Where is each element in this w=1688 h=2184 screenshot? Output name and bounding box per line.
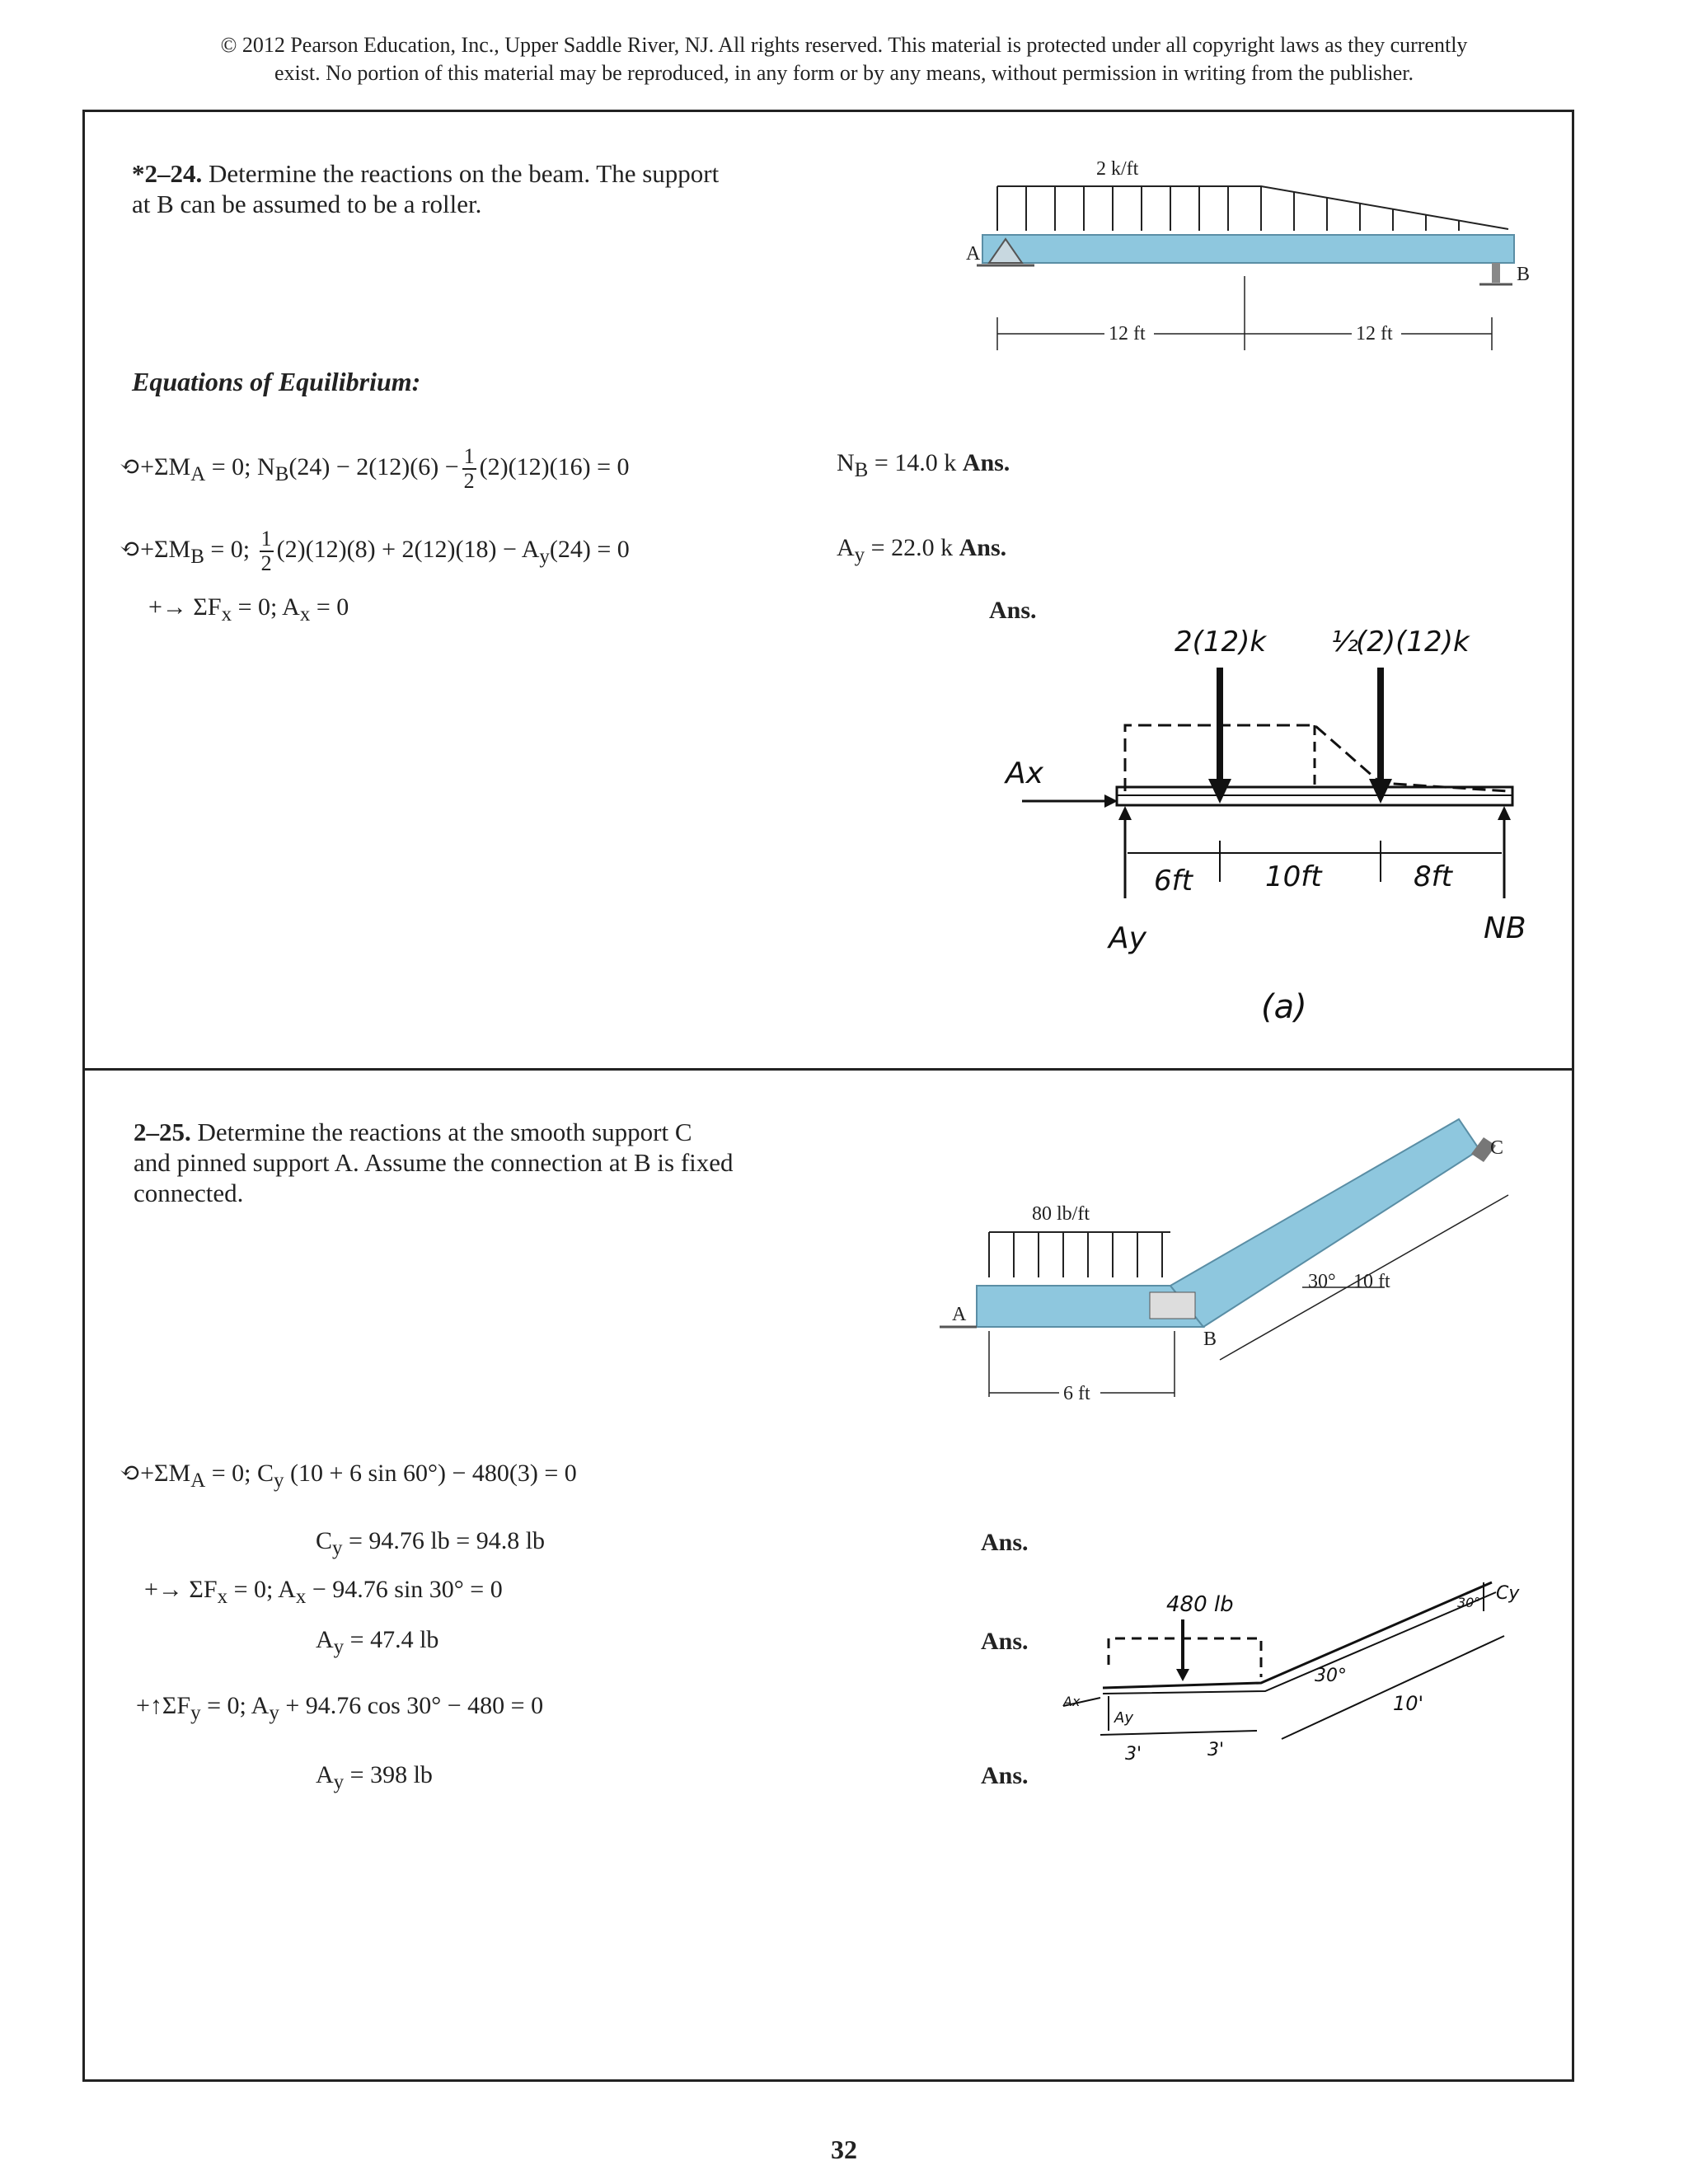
eq-term: = 22.0 k (865, 534, 954, 561)
connection-plate-b (1150, 1292, 1195, 1319)
eq-sub: B (854, 459, 869, 481)
eq-sub: x (299, 603, 311, 626)
eq-sub: y (333, 1636, 345, 1658)
eq-term: − 94.76 sin 30° = 0 (306, 1576, 503, 1603)
page-number: 32 (831, 2135, 857, 2164)
problem-2-24-statement (132, 158, 719, 219)
eq-sub: y (539, 545, 550, 568)
beam (982, 235, 1514, 263)
ay-label: Ay (1109, 921, 1146, 955)
eq-term: = 0; C (205, 1460, 274, 1487)
eq-term: (10 + 6 sin 60°) − 480(3) = 0 (284, 1460, 577, 1487)
eq-sub: B (274, 462, 289, 485)
load-label: 80 lb/ft (1032, 1203, 1090, 1225)
ans-label: Ans. (959, 534, 1007, 561)
eq-term: (24) − 2(12)(6) − (288, 452, 459, 480)
force-label: 2(12)k (1175, 626, 1267, 658)
eq-term: + 94.76 cos 30° − 480 = 0 (279, 1692, 544, 1719)
problem-divider (82, 1068, 1574, 1071)
span-label: 12 ft (1109, 323, 1146, 344)
eq-term: A (837, 534, 855, 561)
problem-number: *2–24. (132, 159, 203, 188)
copyright-notice (0, 31, 1688, 87)
eq-term: A (316, 1626, 334, 1653)
point-c-label: C (1490, 1137, 1504, 1159)
eq-term: ⟲+ΣM (120, 452, 191, 480)
eq-sub: B (190, 545, 204, 568)
eq-term: ΣF (193, 593, 222, 621)
eq-term: = 0; (204, 535, 251, 563)
statement-line: connected. (134, 1179, 244, 1207)
eq-term: (24) = 0 (549, 535, 630, 563)
equation-moment-a (120, 1459, 577, 1493)
ans-label: Ans. (981, 1628, 1029, 1655)
eq-term: N (837, 449, 855, 476)
angle-label: 30° (1308, 1271, 1336, 1292)
eq-term: = 14.0 k (868, 449, 957, 476)
solution-frame (82, 110, 1574, 2082)
inclined-member (1170, 1119, 1479, 1327)
beam-figure (948, 157, 1541, 354)
frac-den: 2 (463, 469, 475, 493)
statement-line: Determine the reactions at the smooth support C (197, 1118, 692, 1146)
dimension-line (1282, 1636, 1504, 1739)
fbd-member (1103, 1582, 1492, 1688)
force-label: 480 lb (1166, 1592, 1234, 1617)
eq-term: ΣF (189, 1576, 218, 1603)
equation-moment-a (120, 445, 630, 493)
statement-line: and pinned support A. Assume the connection at B is fixed (134, 1148, 734, 1177)
ax-label: Ax (1006, 757, 1043, 790)
load-outline (997, 186, 1508, 229)
eq-arrow: +→ (148, 593, 187, 621)
fraction (260, 527, 274, 575)
eq-term: = 47.4 lb (344, 1626, 439, 1653)
eq-term: = 94.76 lb = 94.8 lb (342, 1527, 546, 1554)
angle-label: 30° (1457, 1595, 1481, 1610)
distance-label: 10' (1393, 1692, 1424, 1715)
equation-moment-b (120, 527, 630, 575)
length-label: 10 ft (1353, 1271, 1390, 1292)
point-b-label: B (1203, 1329, 1217, 1350)
eq-sub: y (269, 1702, 279, 1724)
frac-num: 1 (463, 444, 475, 468)
ay-label: Ay (1114, 1709, 1133, 1727)
statement-line: Determine the reactions on the beam. The support (209, 159, 720, 188)
equation-force-y (136, 1692, 543, 1725)
eq-term: = 0; N (205, 452, 275, 480)
distance-label: 10ft (1265, 860, 1322, 893)
span-label: 12 ft (1356, 323, 1393, 344)
dimension-line (1100, 1731, 1257, 1735)
ans-label: Ans. (962, 449, 1010, 476)
force-frac: ½ (1331, 626, 1358, 658)
frac-den: 2 (260, 551, 272, 575)
eq-term: = 0; A (232, 593, 300, 621)
eq-term: A (316, 1761, 334, 1788)
eq-term: = 398 lb (344, 1761, 433, 1788)
eq-sub: y (274, 1469, 284, 1492)
eq-sub: y (854, 544, 865, 566)
eq-term: = 0 (310, 593, 349, 621)
equation-force-x (148, 593, 349, 626)
eq-term: ⟲+ΣM (120, 1460, 191, 1487)
eq-sub: x (295, 1586, 307, 1608)
point-b-label: B (1517, 264, 1531, 285)
section-heading: Equations of Equilibrium: (132, 367, 421, 396)
eq-sub: y (332, 1537, 343, 1559)
equation-force-x (144, 1576, 503, 1609)
load-arrows (989, 1232, 1162, 1277)
fraction (462, 445, 476, 493)
free-body-diagram (989, 618, 1533, 1047)
roller-support-b (1492, 263, 1500, 283)
ans-label: Ans. (989, 597, 1037, 624)
force-label: (2)(12)k (1356, 626, 1470, 658)
distance-label: 3' (1207, 1740, 1225, 1760)
ans-label: Ans. (981, 1762, 1029, 1789)
distance-label: 6ft (1154, 865, 1193, 898)
result-nb (837, 449, 1010, 482)
distance-label: 8ft (1414, 860, 1452, 893)
eq-sub: A (190, 1469, 206, 1492)
eq-sub: A (190, 462, 206, 485)
result-ax (316, 1626, 438, 1659)
eq-sub: y (190, 1702, 201, 1724)
load-label: 2 k/ft (1096, 158, 1139, 180)
copyright-line-2: exist. No portion of this material may be reproduced, in any form or by any means, without permission in writing from the publisher. (274, 61, 1414, 85)
eq-term: (2)(12)(16) = 0 (479, 452, 630, 480)
figure-caption: (a) (1261, 988, 1307, 1026)
distance-label: 3' (1125, 1744, 1142, 1765)
result-ay (316, 1761, 433, 1794)
problem-number: 2–25. (134, 1118, 191, 1146)
eq-term: C (316, 1527, 333, 1554)
eq-term: +↑ΣF (136, 1692, 191, 1719)
free-body-diagram (1063, 1566, 1574, 1780)
frame-figure (931, 1113, 1550, 1404)
statement-line: at B can be assumed to be a roller. (132, 190, 482, 218)
ans-label: Ans. (981, 1529, 1029, 1556)
result-ay (837, 534, 1006, 567)
point-a-label: A (966, 243, 981, 265)
eq-term: = 0; A (227, 1576, 296, 1603)
eq-term: = 0; A (200, 1692, 270, 1719)
eq-term: ⟲+ΣM (120, 535, 191, 563)
frac-num: 1 (260, 527, 272, 551)
nb-label: NB (1484, 912, 1526, 945)
eq-sub: x (217, 1586, 228, 1608)
ax-label: Ax (1063, 1694, 1081, 1709)
eq-arrow: +→ (144, 1576, 183, 1603)
load-outline (1125, 725, 1508, 791)
copyright-line-1: © 2012 Pearson Education, Inc., Upper Saddle River, NJ. All rights reserved. This material is protected under all copyright laws as they currently (220, 33, 1468, 57)
problem-2-25-statement (134, 1117, 734, 1208)
point-a-label: A (952, 1304, 967, 1325)
result-cy (316, 1527, 545, 1560)
angle-label: 30° (1315, 1666, 1347, 1686)
eq-sub: y (333, 1771, 345, 1793)
eq-sub: x (221, 603, 232, 626)
cy-label: Cy (1496, 1583, 1520, 1604)
span-label: 6 ft (1063, 1383, 1090, 1404)
eq-term: (2)(12)(8) + 2(12)(18) − A (276, 535, 540, 563)
